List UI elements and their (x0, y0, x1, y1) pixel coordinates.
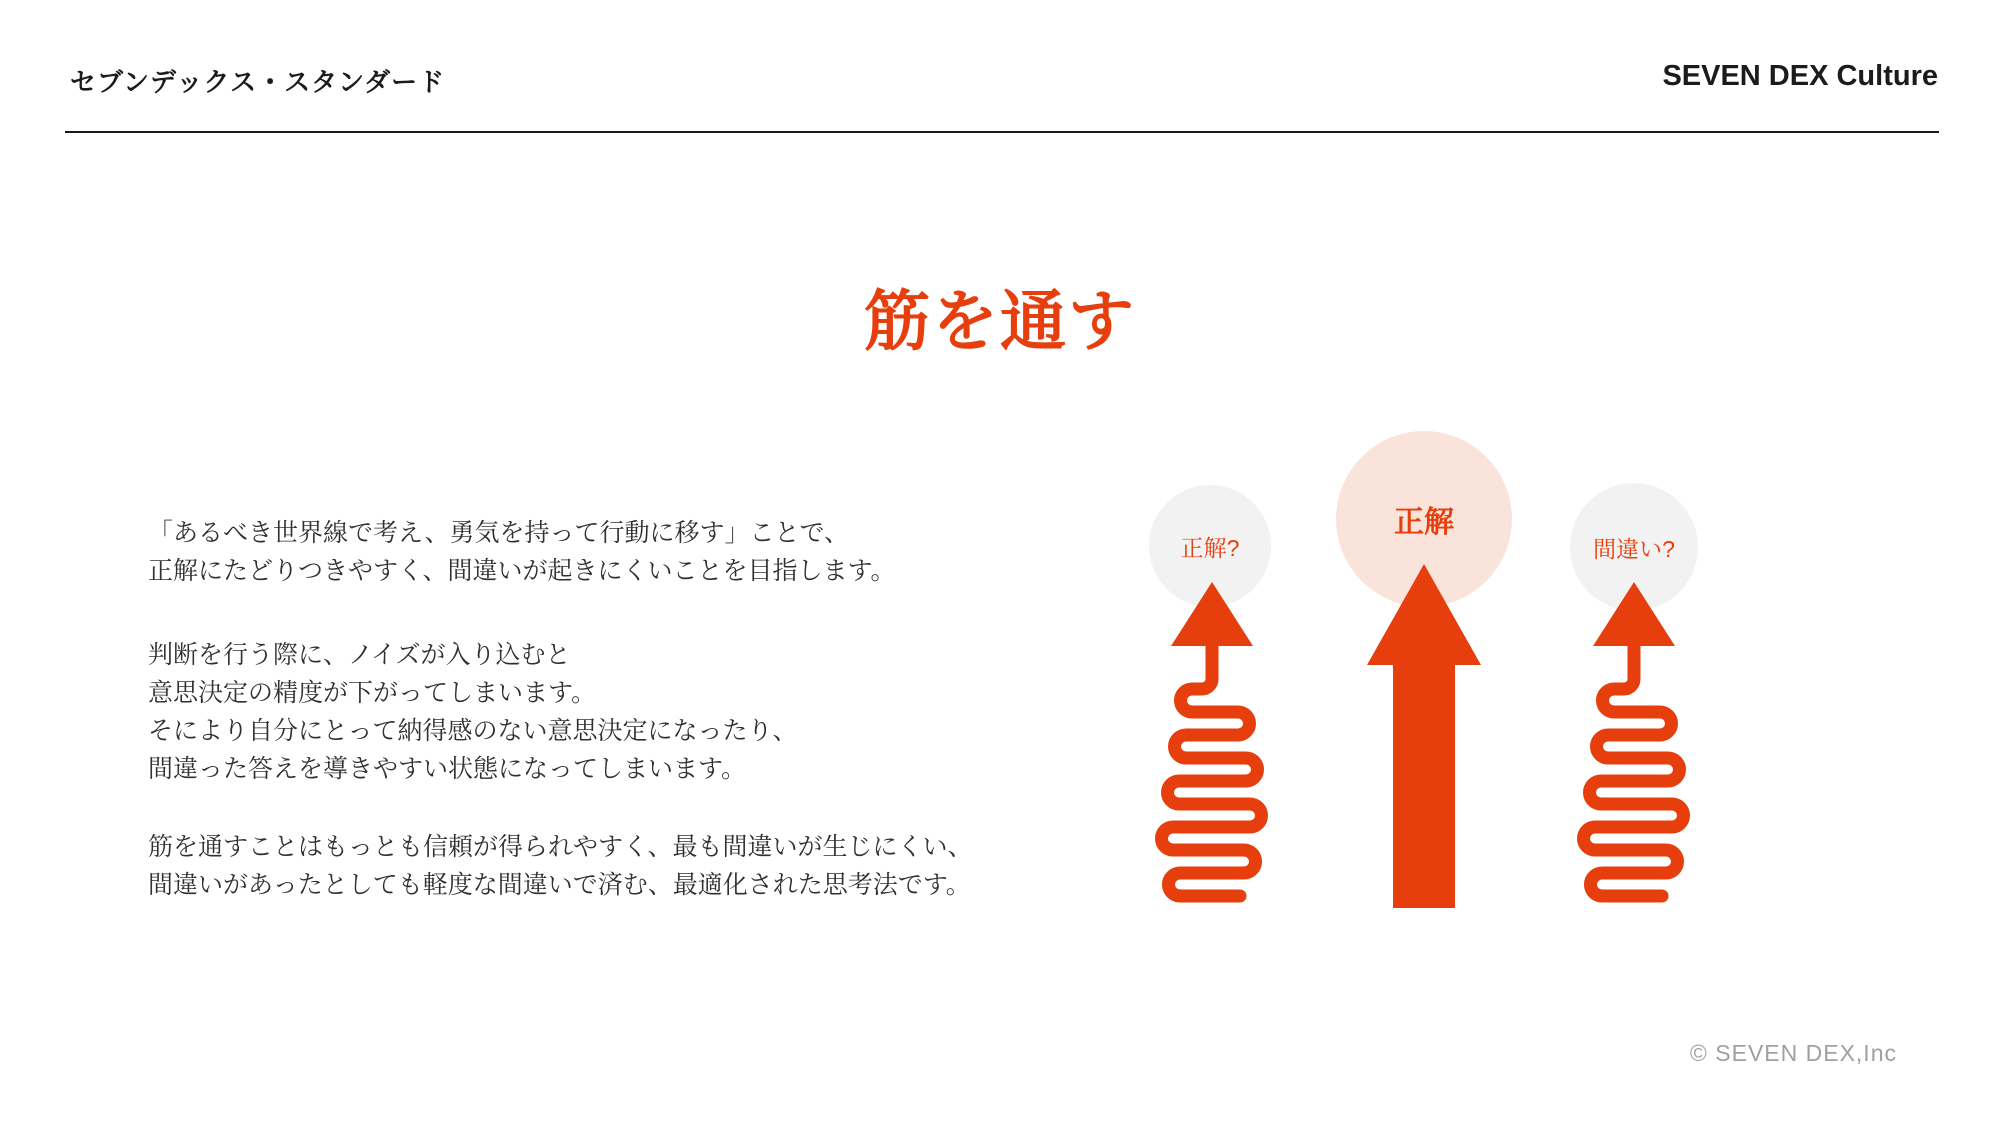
copyright: © SEVEN DEX,Inc (1689, 1040, 1897, 1066)
paragraph-3-line-2: 間違いがあったとしても軽度な間違いで済む、最適化された思考法です。 (148, 871, 971, 899)
body-text (148, 514, 973, 904)
paragraph-2-line-2: 意思決定の精度が下がってしまいます。 (148, 679, 597, 707)
paragraph-2-line-3: そにより自分にとって納得感のない意思決定になったり、 (148, 717, 798, 745)
paragraph-2-line-1: 判断を行う際に、ノイズが入り込むと (148, 641, 571, 669)
slide-header-left: セブンデックス・スタンダード (70, 67, 446, 97)
straight-arrow-icon (1364, 560, 1484, 910)
slide-header-right: SEVEN DEX Culture (1662, 60, 1938, 92)
squiggly-arrow-right-icon (1564, 578, 1704, 913)
page-title: 筋を通す (864, 284, 1136, 358)
correct-label: 正解 (1394, 506, 1454, 539)
maybe-correct-label: 正解? (1180, 534, 1240, 561)
paragraph-1-line-2: 正解にたどりつきやすく、間違いが起きにくいことを目指します。 (148, 557, 896, 585)
paragraph-3-line-1: 筋を通すことはもっとも信頼が得られやすく、最も間違いが生じにくい、 (148, 833, 973, 861)
paragraph-3 (148, 828, 973, 904)
paragraph-2 (148, 636, 908, 788)
paragraph-2-line-4: 間違った答えを導きやすい状態になってしまいます。 (148, 755, 747, 783)
mistake-label: 間違い? (1593, 535, 1675, 562)
header-divider (65, 131, 1939, 133)
paragraph-1 (148, 514, 908, 590)
squiggly-arrow-left-icon (1142, 578, 1282, 913)
paragraph-1-line-1: 「あるべき世界線で考え、勇気を持って行動に移す」ことで、 (148, 519, 850, 547)
